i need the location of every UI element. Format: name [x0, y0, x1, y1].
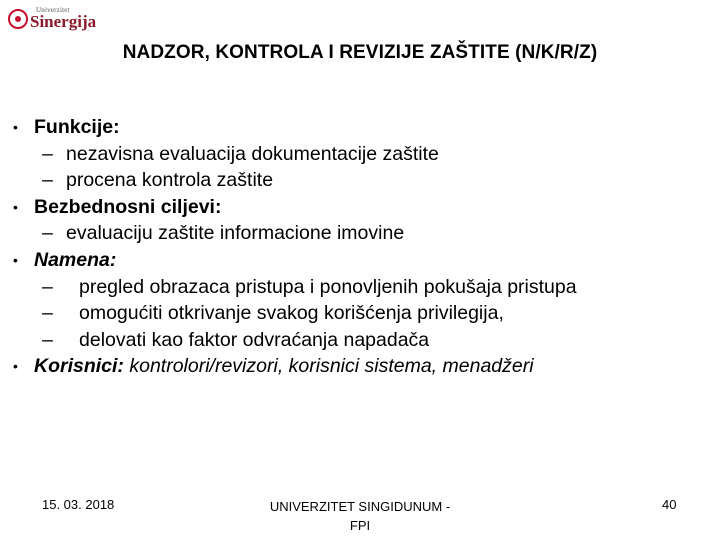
slide-content	[0, 114, 720, 380]
footer-institution-line1: UNIVERZITET SINGIDUNUM -	[269, 499, 451, 514]
logo-emblem-icon	[8, 9, 28, 29]
bullet-row	[0, 194, 720, 221]
dash-icon: –	[42, 302, 53, 325]
sub-item-row	[0, 300, 720, 327]
sub-item: nezavisna evaluacija dokumentacije zaštite	[66, 142, 439, 165]
page-number: 40	[662, 497, 677, 512]
sub-item-row	[0, 141, 720, 168]
sub-item: procena kontrola zaštite	[66, 169, 274, 192]
footer-date: 15. 03. 2018	[42, 497, 115, 512]
bullet-icon: •	[13, 119, 18, 135]
section-heading-namena: Namena:	[34, 248, 117, 271]
bullet-row	[0, 114, 720, 141]
footer-institution	[255, 497, 465, 535]
logo-name: Sinergija	[30, 12, 97, 31]
dash-icon: –	[42, 142, 53, 165]
bullet-row	[0, 247, 720, 274]
bullet-row	[0, 353, 720, 380]
section-heading-korisnici: Korisnici:	[34, 355, 124, 378]
dash-icon: –	[42, 222, 53, 245]
bullet-icon: •	[13, 198, 18, 215]
korisnici-line	[34, 353, 534, 379]
sub-item-row	[0, 167, 720, 194]
bullet-icon: •	[13, 358, 18, 375]
bullet-icon: •	[13, 251, 18, 268]
dash-icon: –	[42, 169, 53, 192]
section-heading-ciljevi: Bezbednosni ciljevi:	[34, 195, 222, 218]
dash-icon: –	[42, 328, 53, 351]
section-heading-funkcije: Funkcije:	[34, 116, 120, 138]
sub-item: evaluaciju zaštite informacione imovine	[66, 222, 405, 245]
sub-item: omogućiti otkrivanje svakog korišćenja privilegija,	[79, 302, 504, 325]
sub-item-row	[0, 327, 720, 354]
sub-item: pregled obrazaca pristupa i ponovljenih pokušaja pristupa	[79, 275, 577, 298]
logo-small-text: Univerzitet	[36, 6, 70, 14]
sub-item: delovati kao faktor odvraćanja napadača	[79, 328, 430, 351]
dash-icon: –	[42, 275, 53, 298]
korisnici-text: kontrolori/revizori, korisnici sistema, menadžeri	[123, 355, 534, 378]
sub-item-row	[0, 220, 720, 247]
university-logo	[8, 6, 97, 32]
footer-institution-line2: FPI	[349, 518, 371, 533]
sub-item-row	[0, 274, 720, 301]
slide-title: NADZOR, KONTROLA I REVIZIJE ZAŠTITE (N/K/R/Z)	[122, 42, 598, 63]
